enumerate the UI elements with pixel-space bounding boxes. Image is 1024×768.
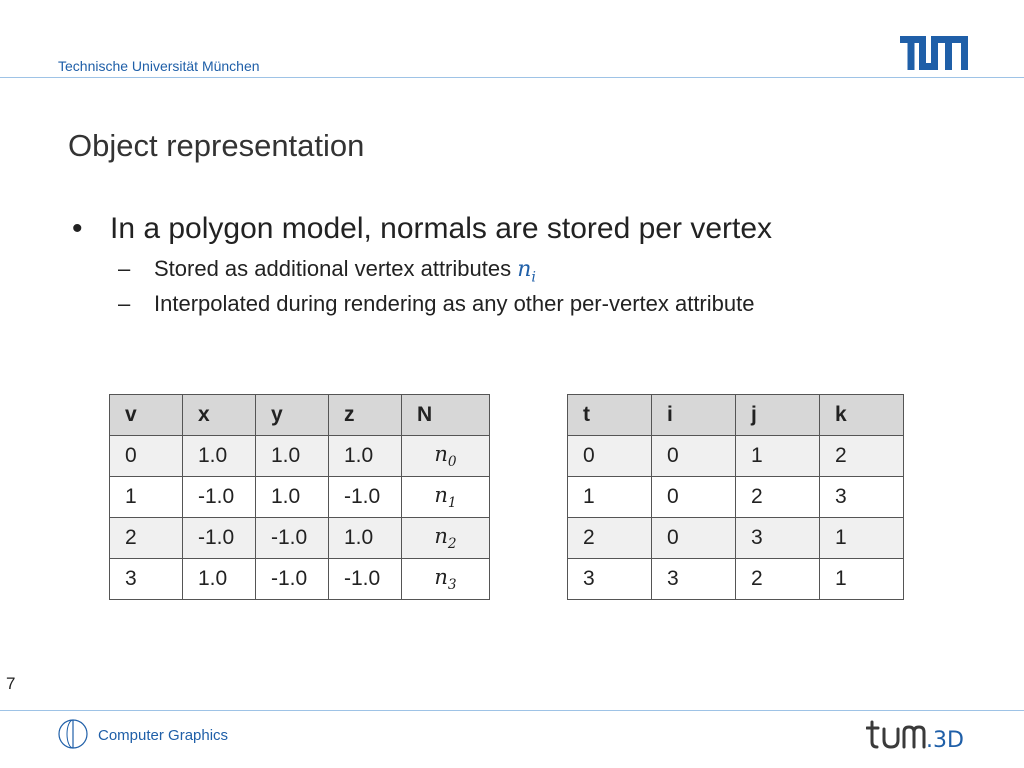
math-sub: i	[531, 269, 536, 286]
bullet-list	[72, 212, 772, 317]
table-cell: -1.0	[183, 477, 256, 518]
table-header: N	[402, 395, 490, 436]
footer-course: Computer Graphics	[98, 727, 229, 744]
tum-logo-icon	[900, 36, 968, 70]
table-cell: 0	[652, 477, 736, 518]
subbullet-text: Interpolated during rendering as any other per-vertex attribute	[154, 291, 755, 317]
normal-cell	[402, 477, 490, 518]
vertex-table	[109, 394, 490, 600]
table-cell: 2	[820, 436, 904, 477]
table-row	[568, 436, 904, 477]
table-cell: 0	[652, 518, 736, 559]
table-cell: -1.0	[256, 518, 329, 559]
table-header: y	[256, 395, 329, 436]
table-cell: 3	[820, 477, 904, 518]
svg-text:.3D: .3D	[926, 728, 964, 752]
table-cell: -1.0	[183, 518, 256, 559]
dash-icon: –	[118, 291, 131, 317]
table-cell: 1	[110, 477, 183, 518]
bullet-item	[72, 212, 772, 246]
header-university: Technische Universität München	[58, 58, 260, 74]
normal-symbol: n	[434, 564, 448, 589]
table-row	[110, 559, 490, 600]
table-cell: 2	[110, 518, 183, 559]
table-cell: 3	[736, 518, 820, 559]
globe-icon	[57, 718, 89, 750]
math-ni	[517, 257, 536, 286]
normal-symbol: n	[434, 441, 448, 466]
table-row	[568, 518, 904, 559]
table-header-row	[110, 395, 490, 436]
table-row	[568, 559, 904, 600]
normal-cell	[402, 559, 490, 600]
table-cell: 1.0	[183, 559, 256, 600]
table-cell: 0	[568, 436, 652, 477]
table-cell: 1	[568, 477, 652, 518]
slide-title: Object representation	[68, 128, 365, 163]
table-cell: 1.0	[329, 518, 402, 559]
table-cell: 3	[110, 559, 183, 600]
dash-icon: –	[118, 256, 131, 281]
table-cell: 1.0	[256, 436, 329, 477]
table-cell: 3	[568, 559, 652, 600]
table-cell: 1	[820, 518, 904, 559]
normal-index: 2	[447, 536, 457, 553]
table-cell: 1.0	[329, 436, 402, 477]
table-header: t	[568, 395, 652, 436]
table-header: v	[110, 395, 183, 436]
bullet-dot-icon: •	[72, 212, 83, 245]
table-header: i	[652, 395, 736, 436]
normal-index: 1	[447, 495, 457, 512]
bullet-text: In a polygon model, normals are stored per vertex	[110, 212, 773, 245]
normal-index: 3	[447, 577, 457, 594]
header-divider	[0, 77, 1024, 78]
table-row	[110, 518, 490, 559]
table-cell: 0	[652, 436, 736, 477]
normal-symbol: n	[434, 523, 448, 548]
table-header: j	[736, 395, 820, 436]
table-row	[110, 477, 490, 518]
table-cell: 3	[652, 559, 736, 600]
table-cell: 1	[820, 559, 904, 600]
subbullet-text: Stored as additional vertex attributes	[154, 256, 518, 281]
table-header: k	[820, 395, 904, 436]
table-header-row	[568, 395, 904, 436]
table-cell: 2	[568, 518, 652, 559]
normal-symbol: n	[434, 482, 448, 507]
table-cell: 2	[736, 559, 820, 600]
table-cell: 0	[110, 436, 183, 477]
table-cell: -1.0	[329, 477, 402, 518]
table-header: x	[183, 395, 256, 436]
table-cell: -1.0	[256, 559, 329, 600]
table-row	[568, 477, 904, 518]
normal-index: 0	[447, 454, 457, 471]
table-cell: -1.0	[329, 559, 402, 600]
table-row	[110, 436, 490, 477]
math-base: n	[517, 257, 532, 282]
footer-divider	[0, 710, 1024, 711]
page-number: 7	[6, 674, 16, 693]
subbullet-item	[72, 291, 772, 317]
table-cell: 1.0	[183, 436, 256, 477]
normal-cell	[402, 436, 490, 477]
table-cell: 1	[736, 436, 820, 477]
table-cell: 1.0	[256, 477, 329, 518]
table-cell: 2	[736, 477, 820, 518]
tum3d-logo-icon	[866, 716, 970, 752]
subbullet-item	[72, 256, 772, 285]
normal-cell	[402, 518, 490, 559]
triangle-table	[567, 394, 904, 600]
table-header: z	[329, 395, 402, 436]
